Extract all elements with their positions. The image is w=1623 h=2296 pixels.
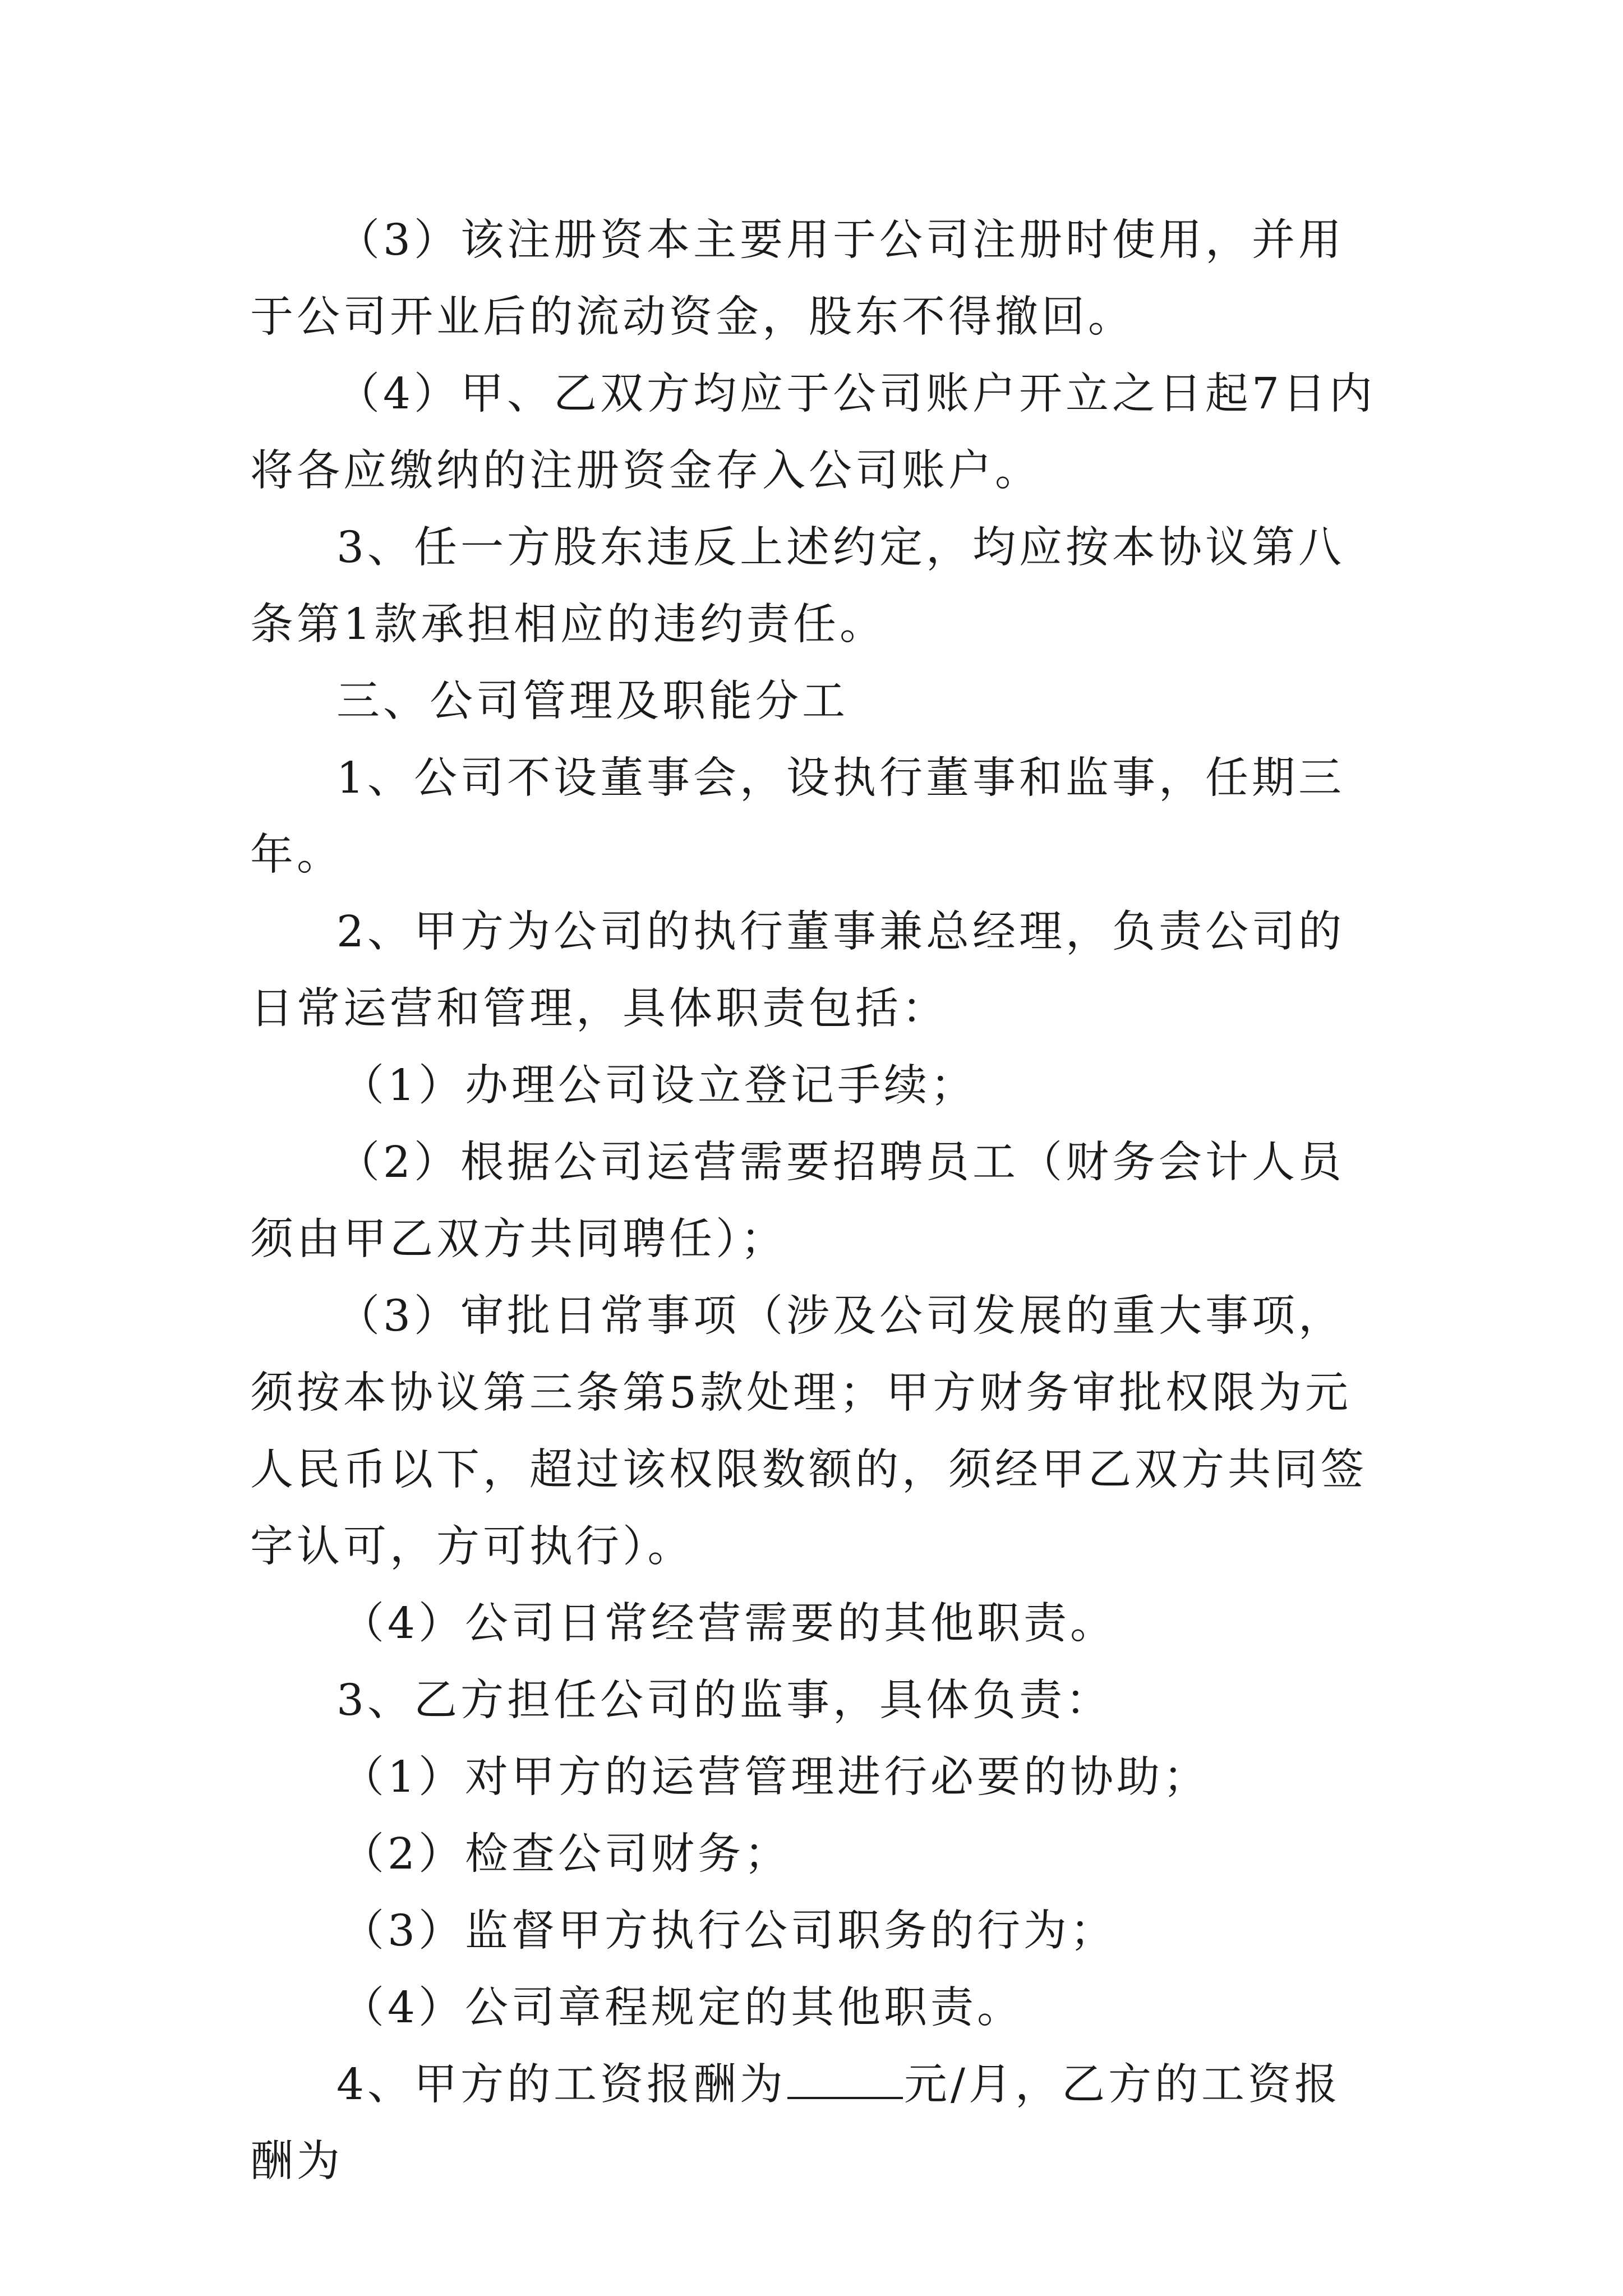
- paragraph-breach-liability: 3、任一方股东违反上述约定，均应按本协议第八条第1款承担相应的违约责任。: [250, 523, 1345, 650]
- paragraph-salary: [250, 2046, 1377, 2200]
- paragraph-party-a-duties: 2、甲方为公司的执行董事兼总经理，负责公司的日常运营和管理，具体职责包括：: [250, 907, 1345, 1034]
- paragraph-registered-capital-use: （3）该注册资本主要用于公司注册时使用，并用于公司开业后的流动资金，股东不得撤回。: [250, 215, 1345, 342]
- list-item-approval: （3）审批日常事项（涉及公司发展的重大事项，须按本协议第三条第5款处理；甲方财务审批权限为元人民币以下，超过该权限数额的，须经甲乙双方共同签字认可，方可执行）。: [250, 1291, 1367, 1572]
- list-item-supervision: （3）监督甲方执行公司职务的行为；: [341, 1906, 1117, 1956]
- list-item-assistance: （1）对甲方的运营管理进行必要的协助；: [341, 1752, 1210, 1802]
- list-item-finance-check: （2）检查公司财务；: [341, 1829, 791, 1879]
- list-item-other-duties: （4）公司日常经营需要的其他职责。: [341, 1599, 1117, 1649]
- salary-text-after: 元/月，乙方的工资报酬为: [250, 2060, 1341, 2187]
- list-item-registration: （1）办理公司设立登记手续；: [341, 1061, 977, 1111]
- paragraph-capital-deposit: （4）甲、乙双方均应于公司账户开立之日起7日内将各应缴纳的注册资金存入公司账户。: [250, 369, 1376, 496]
- paragraph-party-b-duties: 3、乙方担任公司的监事，具体负责：: [336, 1676, 1112, 1726]
- salary-blank-line: [787, 2060, 903, 2099]
- salary-text-before: 4、甲方的工资报酬为: [336, 2060, 786, 2110]
- section-heading-management: 三、公司管理及职能分工: [336, 677, 849, 726]
- list-item-recruitment: （2）根据公司运营需要招聘员工（财务会计人员须由甲乙双方共同聘任）；: [250, 1138, 1345, 1264]
- list-item-charter-duties: （4）公司章程规定的其他职责。: [341, 1983, 1023, 2033]
- document-body: [250, 202, 1377, 2200]
- paragraph-board-setup: 1、公司不设董事会，设执行董事和监事，任期三年。: [250, 753, 1345, 880]
